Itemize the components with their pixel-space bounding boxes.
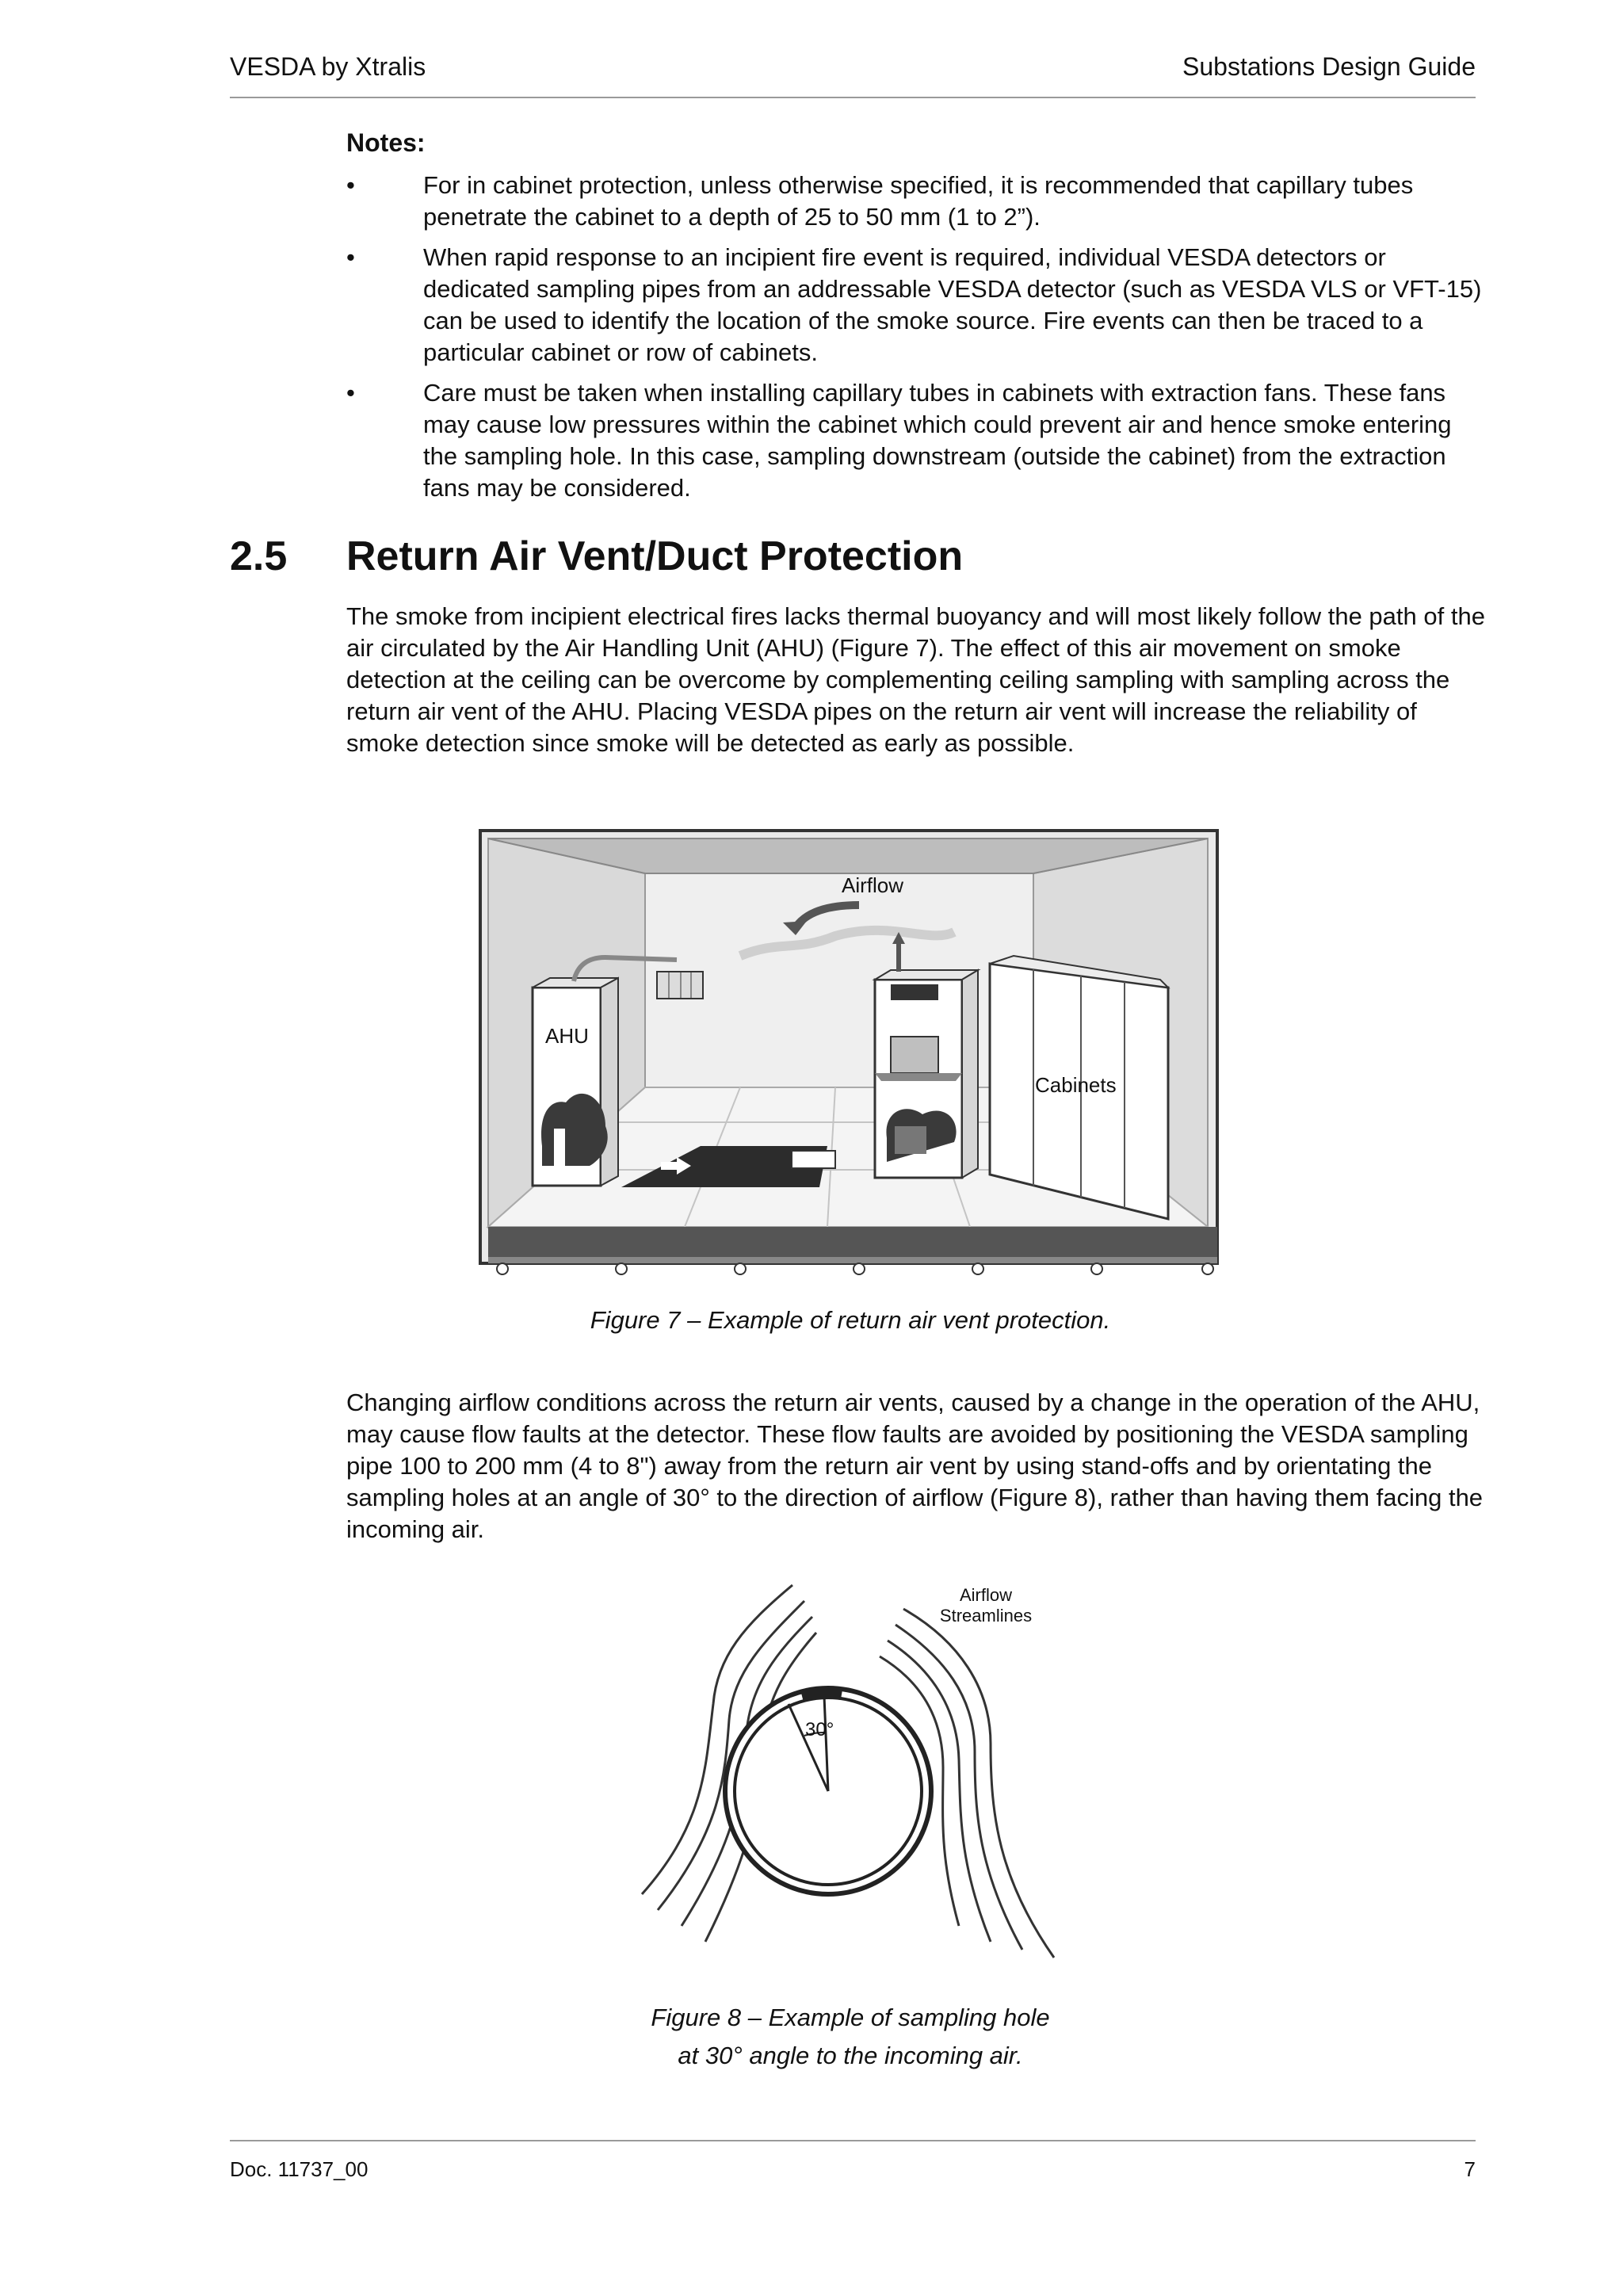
section-title: Return Air Vent/Duct Protection [346,533,964,579]
note-item [346,242,1487,369]
figure7-room-illustration [479,829,1222,1282]
cabinets-label: Cabinets [1035,1073,1117,1097]
footer-page-number: 7 [1464,2157,1476,2181]
section-number: 2.5 [230,533,288,579]
cabinet-top-vent [891,984,938,1000]
bullet-icon: • [346,379,355,407]
cabinet-equipment [891,1037,938,1073]
bullet-icon: • [346,171,355,199]
figure8-streamlines-illustration [626,1577,1070,1973]
vesda-detector-box [657,972,703,999]
header-left: VESDA by Xtralis [230,52,426,81]
note-text: For in cabinet protection, unless otherwise specified, it is recommended that capillary tubes penetrate the cabinet to a depth of 25 to 50 mm (1 to 2”). [423,171,1414,231]
bullet-icon: • [346,243,355,271]
note-text: When rapid response to an incipient fire event is required, individual VESDA detectors or dedicated sampling pipes from an addressable VESDA detector (such as VESDA VLS or VFT-15) can be used to identify the location of the smoke source. Fire events can then be traced to a particular cabinet or row of cabinets. [423,243,1482,366]
sampling-hole [802,1693,842,1696]
footer-doc-number: Doc. 11737_00 [230,2157,369,2181]
streamlines-label: Streamlines [939,1606,1033,1626]
body-paragraph: Changing airflow conditions across the return air vents, caused by a change in the operation of the AHU, may cause flow faults at the detector. These flow faults are avoided by positioning the VESDA sampling pipe 100 to 200 mm (4 to 8") away from the return air vent by using stand-offs and by orientating the sampling holes at an angle of 30° to the direction of airflow (Figure 8), rather than having them facing the incoming air. [346,1389,1484,1543]
note-item [346,170,1487,233]
angle-label: 30° [805,1719,834,1740]
floor-vent [792,1151,835,1168]
figure8-caption-line1: Figure 8 – Example of sampling hole [651,2004,1050,2031]
notes-heading: Notes: [346,128,426,157]
body-paragraph: The smoke from incipient electrical fires lacks thermal buoyancy and will most likely follow the path of the air circulated by the Air Handling Unit (AHU) (Figure 7). The effect of this air movement on smoke detection at the ceiling can be overcome by complementing ceiling sampling with sampling across the return air vent of the AHU. Placing VESDA pipes on the return air vent will increase the reliability of smoke detection since smoke will be detected as early as possible. [346,602,1485,757]
note-item [346,377,1487,504]
header-right: Substations Design Guide [1182,52,1476,81]
airflow-label: Airflow [842,873,904,897]
figure7-caption: Figure 7 – Example of return air vent protection. [590,1306,1111,1334]
note-text: Care must be taken when installing capillary tubes in cabinets with extraction fans. These fans may cause low pressures within the cabinet which could prevent air and hence smoke entering the sampling hole. In this case, sampling downstream (outside the cabinet) from the extraction fans may be considered. [423,379,1452,502]
ahu-label: AHU [545,1024,589,1048]
airflow-label: Airflow [959,1585,1013,1605]
footer-divider [230,2140,1476,2141]
figure8-caption-line2: at 30° angle to the incoming air. [678,2042,1023,2069]
raised-floor-base [488,1227,1217,1259]
ahu-down-arrow-icon [554,1129,565,1168]
header-divider [230,97,1476,98]
